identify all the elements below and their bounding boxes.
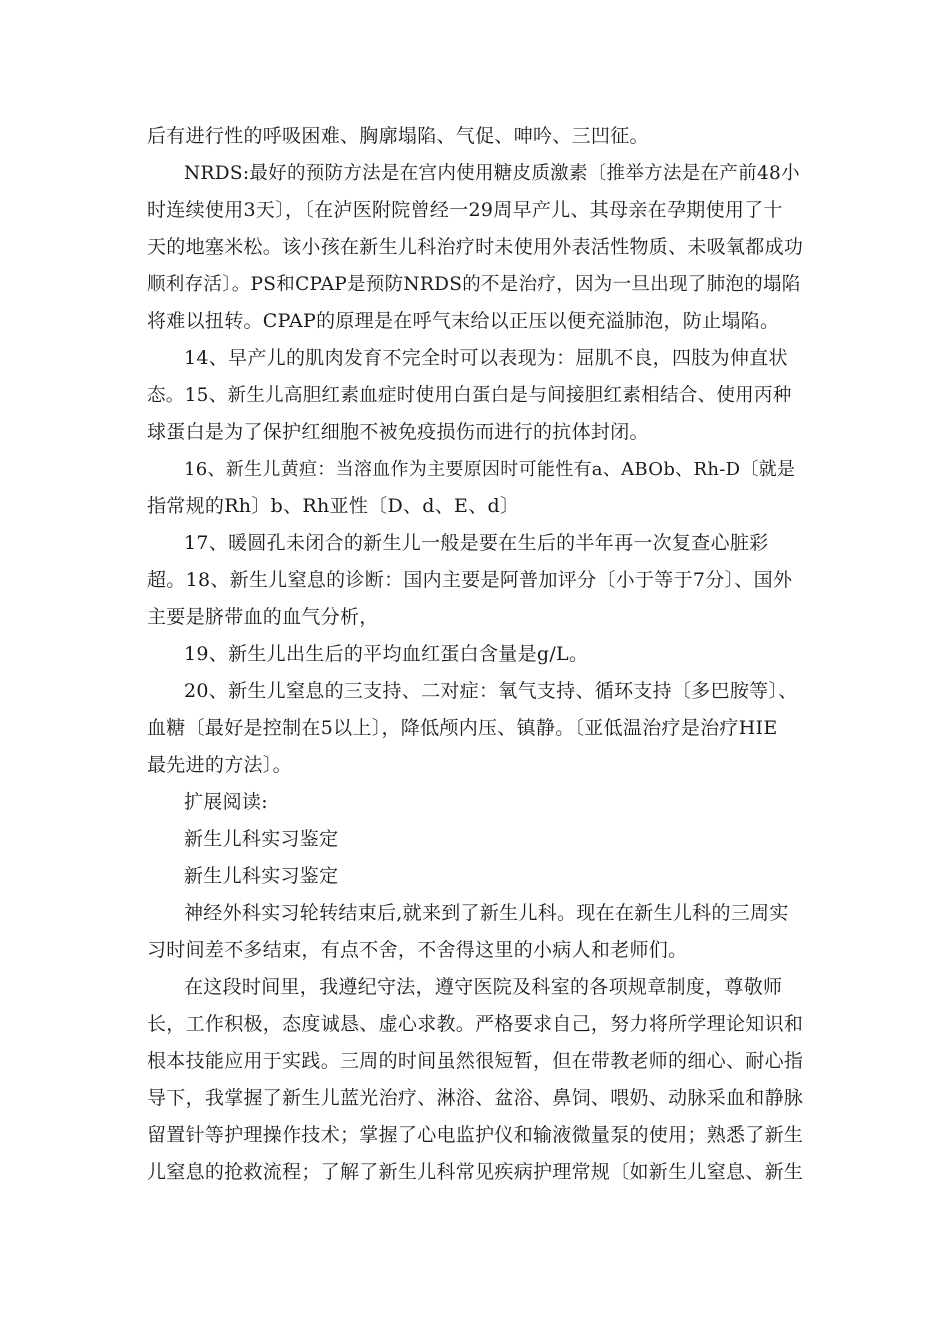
text-line: 20、新生儿窒息的三支持、二对症：氧气支持、循环支持〔多巴胺等〕、 bbox=[184, 680, 798, 702]
text-line: 将难以扭转。CPAP的原理是在呼气末给以正压以便充溢肺泡，防止塌陷。 bbox=[147, 310, 780, 332]
text-line: 16、新生儿黄疸：当溶血作为主要原因时可能性有a、ABOb、Rh-D〔就是 bbox=[184, 459, 796, 480]
text-line: 习时间差不多结束，有点不舍，不舍得这里的小病人和老师们。 bbox=[147, 939, 688, 961]
text-line: 新生儿科实习鉴定 bbox=[184, 865, 339, 887]
text-line: 天的地塞米松。该小孩在新生儿科治疗时未使用外表活性物质、未吸氧都成功 bbox=[147, 236, 804, 258]
text-line: 14、早产儿的肌肉发育不完全时可以表现为：屈肌不良，四肢为伸直状 bbox=[184, 347, 788, 369]
text-line: 时连续使用3天〕，〔在泸医附院曾经一29周早产儿、其母亲在孕期使用了十 bbox=[147, 199, 783, 221]
text-line: 留置针等护理操作技术；掌握了心电监护仪和输液微量泵的使用；熟悉了新生 bbox=[147, 1124, 804, 1146]
text-line: 新生儿科实习鉴定 bbox=[184, 828, 339, 850]
text-line: 神经外科实习轮转结束后,就来到了新生儿科。现在在新生儿科的三周实 bbox=[184, 902, 789, 924]
text-line: 最先进的方法〕。 bbox=[147, 754, 292, 776]
text-line: 顺利存活〕。PS和CPAP是预防NRDS的不是治疗，因为一旦出现了肺泡的塌陷 bbox=[147, 274, 801, 295]
text-line: 球蛋白是为了保护红细胞不被免疫损伤而进行的抗体封闭。 bbox=[147, 421, 649, 443]
document-page bbox=[147, 118, 807, 1191]
text-line: 扩展阅读: bbox=[184, 791, 268, 813]
text-line: 儿窒息的抢救流程；了解了新生儿科常见疾病护理常规〔如新生儿窒息、新生 bbox=[147, 1161, 804, 1183]
text-line: 指常规的Rh〕b、Rh亚性〔D、d、E、d〕 bbox=[147, 495, 520, 517]
text-line: 导下，我掌握了新生儿蓝光治疗、淋浴、盆浴、鼻饲、喂奶、动脉采血和静脉 bbox=[147, 1087, 804, 1109]
text-line: 超。18、新生儿窒息的诊断：国内主要是阿普加评分〔小于等于7分〕、国外 bbox=[147, 569, 793, 591]
text-line: NRDS:最好的预防方法是在宫内使用糖皮质激素〔推举方法是在产前48小 bbox=[184, 163, 800, 184]
text-line: 态。15、新生儿高胆红素血症时使用白蛋白是与间接胆红素相结合、使用丙种 bbox=[147, 385, 792, 406]
text-line: 19、新生儿出生后的平均血红蛋白含量是g/L。 bbox=[184, 643, 589, 665]
text-line: 血糖〔最好是控制在5以上〕，降低颅内压、镇静。〔亚低温治疗是治疗HIE bbox=[147, 717, 778, 739]
text-line: 主要是脐带血的血气分析， bbox=[147, 606, 379, 628]
text-line: 后有进行性的呼吸困难、胸廓塌陷、气促、呻吟、三凹征。 bbox=[147, 125, 649, 147]
text-line: 17、暖圆孔未闭合的新生儿一般是要在生后的半年再一次复查心脏彩 bbox=[184, 532, 769, 554]
text-line: 根本技能应用于实践。三周的时间虽然很短暂，但在带教老师的细心、耐心指 bbox=[147, 1050, 804, 1072]
text-line: 长，工作积极，态度诚恳、虚心求教。严格要求自己，努力将所学理论知识和 bbox=[147, 1013, 804, 1035]
text-line: 在这段时间里，我遵纪守法，遵守医院及科室的各项规章制度，尊敬师 bbox=[184, 976, 783, 998]
